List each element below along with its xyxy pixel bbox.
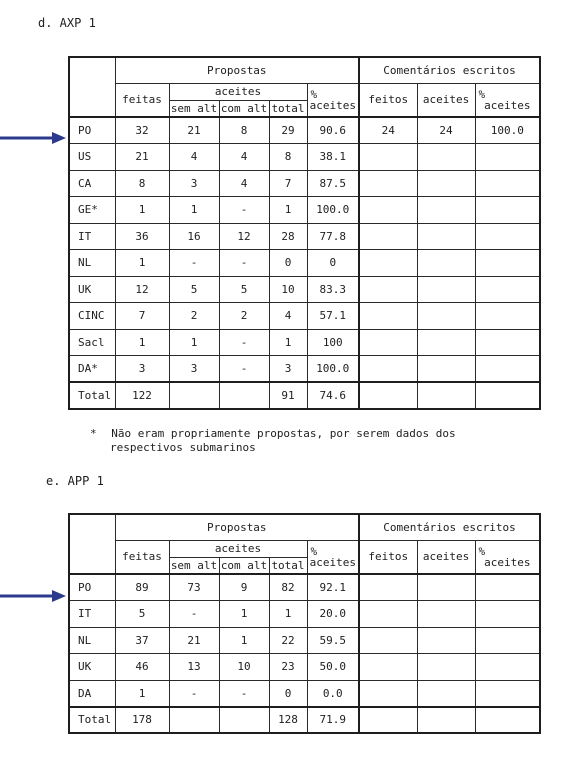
cell-c-pct [475, 197, 540, 224]
group-propostas: Propostas [115, 57, 359, 83]
col-feitas: feitas [115, 83, 169, 117]
table-row [69, 680, 540, 707]
cell-pct: 87.5 [307, 170, 359, 197]
table-row [69, 144, 540, 171]
cell-c-pct [475, 654, 540, 681]
cell-feitos [359, 197, 417, 224]
cell-sem-alt: 73 [169, 574, 219, 601]
cell-feitos [359, 170, 417, 197]
col-c-aceites: aceites [417, 83, 475, 117]
cell-pct: 77.8 [307, 223, 359, 250]
cell-c-pct [475, 680, 540, 707]
cell-label: IT [69, 223, 115, 250]
cell-pct: 100 [307, 329, 359, 356]
cell-c-aceites [417, 356, 475, 383]
cell-feitas: 5 [115, 601, 169, 628]
cell-feitos [359, 654, 417, 681]
table-row [69, 627, 540, 654]
cell-label: DA [69, 680, 115, 707]
table-row [69, 197, 540, 224]
cell-sem-alt: - [169, 680, 219, 707]
cell-feitos [359, 356, 417, 383]
col-feitos: feitos [359, 540, 417, 574]
cell-sem-alt: 3 [169, 356, 219, 383]
cell-c-aceites [417, 627, 475, 654]
cell-pct: 90.6 [307, 117, 359, 144]
cell-feitas: 3 [115, 356, 169, 383]
cell-c-aceites [417, 276, 475, 303]
cell-total: 128 [269, 707, 307, 734]
cell-label: CA [69, 170, 115, 197]
cell-com-alt: 2 [219, 303, 269, 330]
cell-total: 82 [269, 574, 307, 601]
cell-total: 8 [269, 144, 307, 171]
cell-feitas: 21 [115, 144, 169, 171]
cell-c-aceites [417, 574, 475, 601]
cell-c-aceites [417, 601, 475, 628]
cell-pct: 50.0 [307, 654, 359, 681]
table-row [69, 329, 540, 356]
cell-pct: 57.1 [307, 303, 359, 330]
cell-pct: 83.3 [307, 276, 359, 303]
cell-feitos [359, 303, 417, 330]
cell-label: UK [69, 654, 115, 681]
cell-feitas: 32 [115, 117, 169, 144]
axp1-table [68, 56, 541, 410]
cell-feitas: 1 [115, 329, 169, 356]
cell-feitas: 12 [115, 276, 169, 303]
footnote-line1: Não eram propriamente propostas, por serem dados dos [111, 427, 456, 440]
cell-feitas: 178 [115, 707, 169, 734]
cell-sem-alt [169, 382, 219, 409]
col-aceites-group: aceites [169, 540, 307, 557]
cell-c-pct [475, 574, 540, 601]
cell-label: PO [69, 117, 115, 144]
cell-feitos [359, 574, 417, 601]
cell-c-aceites [417, 197, 475, 224]
cell-total: 23 [269, 654, 307, 681]
cell-c-pct [475, 329, 540, 356]
cell-com-alt: 5 [219, 276, 269, 303]
cell-c-aceites [417, 303, 475, 330]
col-sem-alt: sem alt [169, 100, 219, 117]
col-feitas: feitas [115, 540, 169, 574]
cell-feitos [359, 223, 417, 250]
cell-c-pct [475, 356, 540, 383]
cell-c-aceites [417, 250, 475, 277]
group-propostas: Propostas [115, 514, 359, 540]
cell-feitas: 1 [115, 250, 169, 277]
cell-label: Sacl [69, 329, 115, 356]
cell-c-aceites [417, 329, 475, 356]
cell-feitas: 8 [115, 170, 169, 197]
pct-label: aceites [309, 555, 356, 569]
cell-com-alt: - [219, 356, 269, 383]
cell-sem-alt: 1 [169, 197, 219, 224]
cell-feitas: 37 [115, 627, 169, 654]
c-pct-label: aceites [484, 98, 531, 112]
cell-c-pct [475, 170, 540, 197]
row-label-header [69, 514, 115, 574]
cell-pct: 59.5 [307, 627, 359, 654]
cell-sem-alt: 13 [169, 654, 219, 681]
c-pct-symbol: % [478, 87, 486, 101]
cell-feitas: 7 [115, 303, 169, 330]
cell-c-pct [475, 382, 540, 409]
cell-sem-alt: 16 [169, 223, 219, 250]
cell-feitas: 122 [115, 382, 169, 409]
cell-feitas: 1 [115, 680, 169, 707]
cell-pct: 71.9 [307, 707, 359, 734]
cell-c-aceites [417, 707, 475, 734]
cell-feitas: 1 [115, 197, 169, 224]
cell-c-aceites [417, 680, 475, 707]
cell-com-alt: 4 [219, 144, 269, 171]
cell-com-alt [219, 382, 269, 409]
cell-total: 10 [269, 276, 307, 303]
cell-com-alt: 1 [219, 627, 269, 654]
cell-c-pct [475, 627, 540, 654]
cell-label: NL [69, 627, 115, 654]
cell-pct: 100.0 [307, 356, 359, 383]
cell-total: 0 [269, 250, 307, 277]
cell-sem-alt: 5 [169, 276, 219, 303]
cell-total: 22 [269, 627, 307, 654]
pct-label: aceites [309, 98, 356, 112]
cell-pct: 0 [307, 250, 359, 277]
cell-label: PO [69, 574, 115, 601]
cell-total: 3 [269, 356, 307, 383]
cell-pct: 38.1 [307, 144, 359, 171]
cell-c-pct [475, 144, 540, 171]
cell-sem-alt: 3 [169, 170, 219, 197]
cell-com-alt: - [219, 250, 269, 277]
cell-total: 29 [269, 117, 307, 144]
footnote-star: * [90, 427, 97, 440]
table-row [69, 382, 540, 409]
table-row [69, 356, 540, 383]
cell-com-alt: 12 [219, 223, 269, 250]
table-row [69, 601, 540, 628]
cell-c-pct [475, 223, 540, 250]
cell-total: 91 [269, 382, 307, 409]
cell-sem-alt: - [169, 601, 219, 628]
cell-feitos [359, 276, 417, 303]
cell-pct: 100.0 [307, 197, 359, 224]
cell-com-alt: 8 [219, 117, 269, 144]
col-c-aceites: aceites [417, 540, 475, 574]
cell-pct: 92.1 [307, 574, 359, 601]
c-pct-symbol: % [478, 544, 486, 558]
cell-total: 28 [269, 223, 307, 250]
col-total: total [269, 557, 307, 574]
cell-label: Total [69, 707, 115, 734]
cell-label: DA* [69, 356, 115, 383]
cell-c-aceites: 24 [417, 117, 475, 144]
cell-pct: 0.0 [307, 680, 359, 707]
cell-feitos [359, 601, 417, 628]
cell-sem-alt: 1 [169, 329, 219, 356]
cell-label: IT [69, 601, 115, 628]
cell-sem-alt: - [169, 250, 219, 277]
cell-com-alt: 10 [219, 654, 269, 681]
col-c-pct-aceites [475, 83, 540, 117]
cell-c-aceites [417, 170, 475, 197]
table-row [69, 170, 540, 197]
c-pct-label: aceites [484, 555, 531, 569]
cell-com-alt: 9 [219, 574, 269, 601]
table-row [69, 276, 540, 303]
cell-label: NL [69, 250, 115, 277]
table-row [69, 223, 540, 250]
cell-total: 1 [269, 601, 307, 628]
table-row [69, 250, 540, 277]
cell-feitos [359, 329, 417, 356]
footnote-line2: respectivos submarinos [110, 441, 256, 454]
cell-c-pct [475, 250, 540, 277]
cell-total: 0 [269, 680, 307, 707]
cell-sem-alt: 2 [169, 303, 219, 330]
cell-feitas: 36 [115, 223, 169, 250]
table-row [69, 654, 540, 681]
table-row [69, 574, 540, 601]
cell-feitas: 89 [115, 574, 169, 601]
cell-sem-alt [169, 707, 219, 734]
cell-com-alt: - [219, 680, 269, 707]
cell-label: UK [69, 276, 115, 303]
cell-total: 1 [269, 329, 307, 356]
app1-table [68, 513, 541, 734]
section-d-heading: d. AXP 1 [38, 16, 96, 30]
cell-pct: 20.0 [307, 601, 359, 628]
cell-c-pct [475, 707, 540, 734]
cell-pct: 74.6 [307, 382, 359, 409]
col-total: total [269, 100, 307, 117]
pct-symbol: % [310, 544, 318, 558]
cell-c-pct [475, 303, 540, 330]
col-c-pct-aceites [475, 540, 540, 574]
footnote [90, 427, 456, 455]
cell-c-aceites [417, 382, 475, 409]
cell-com-alt: - [219, 197, 269, 224]
pct-symbol: % [310, 87, 318, 101]
cell-feitos [359, 707, 417, 734]
cell-sem-alt: 21 [169, 117, 219, 144]
section-e-heading: e. APP 1 [46, 474, 104, 488]
cell-feitos [359, 627, 417, 654]
col-feitos: feitos [359, 83, 417, 117]
cell-c-aceites [417, 223, 475, 250]
cell-feitos [359, 250, 417, 277]
group-comentarios: Comentários escritos [359, 57, 540, 83]
cell-sem-alt: 4 [169, 144, 219, 171]
col-pct-aceites [307, 83, 359, 117]
cell-c-pct: 100.0 [475, 117, 540, 144]
cell-feitos [359, 680, 417, 707]
cell-sem-alt: 21 [169, 627, 219, 654]
row-label-header [69, 57, 115, 117]
col-com-alt: com alt [219, 100, 269, 117]
cell-total: 4 [269, 303, 307, 330]
col-pct-aceites [307, 540, 359, 574]
cell-com-alt: - [219, 329, 269, 356]
cell-feitos: 24 [359, 117, 417, 144]
col-aceites-group: aceites [169, 83, 307, 100]
cell-c-pct [475, 276, 540, 303]
cell-com-alt [219, 707, 269, 734]
cell-total: 7 [269, 170, 307, 197]
cell-c-aceites [417, 144, 475, 171]
cell-feitas: 46 [115, 654, 169, 681]
cell-label: US [69, 144, 115, 171]
cell-com-alt: 1 [219, 601, 269, 628]
cell-c-aceites [417, 654, 475, 681]
cell-c-pct [475, 601, 540, 628]
arrow-right-icon [0, 130, 68, 146]
group-comentarios: Comentários escritos [359, 514, 540, 540]
cell-com-alt: 4 [219, 170, 269, 197]
cell-feitos [359, 382, 417, 409]
cell-feitos [359, 144, 417, 171]
cell-label: CINC [69, 303, 115, 330]
table-row [69, 117, 540, 144]
col-sem-alt: sem alt [169, 557, 219, 574]
col-com-alt: com alt [219, 557, 269, 574]
table-row [69, 303, 540, 330]
table-row [69, 707, 540, 734]
cell-label: GE* [69, 197, 115, 224]
cell-total: 1 [269, 197, 307, 224]
cell-label: Total [69, 382, 115, 409]
arrow-right-icon [0, 588, 68, 604]
